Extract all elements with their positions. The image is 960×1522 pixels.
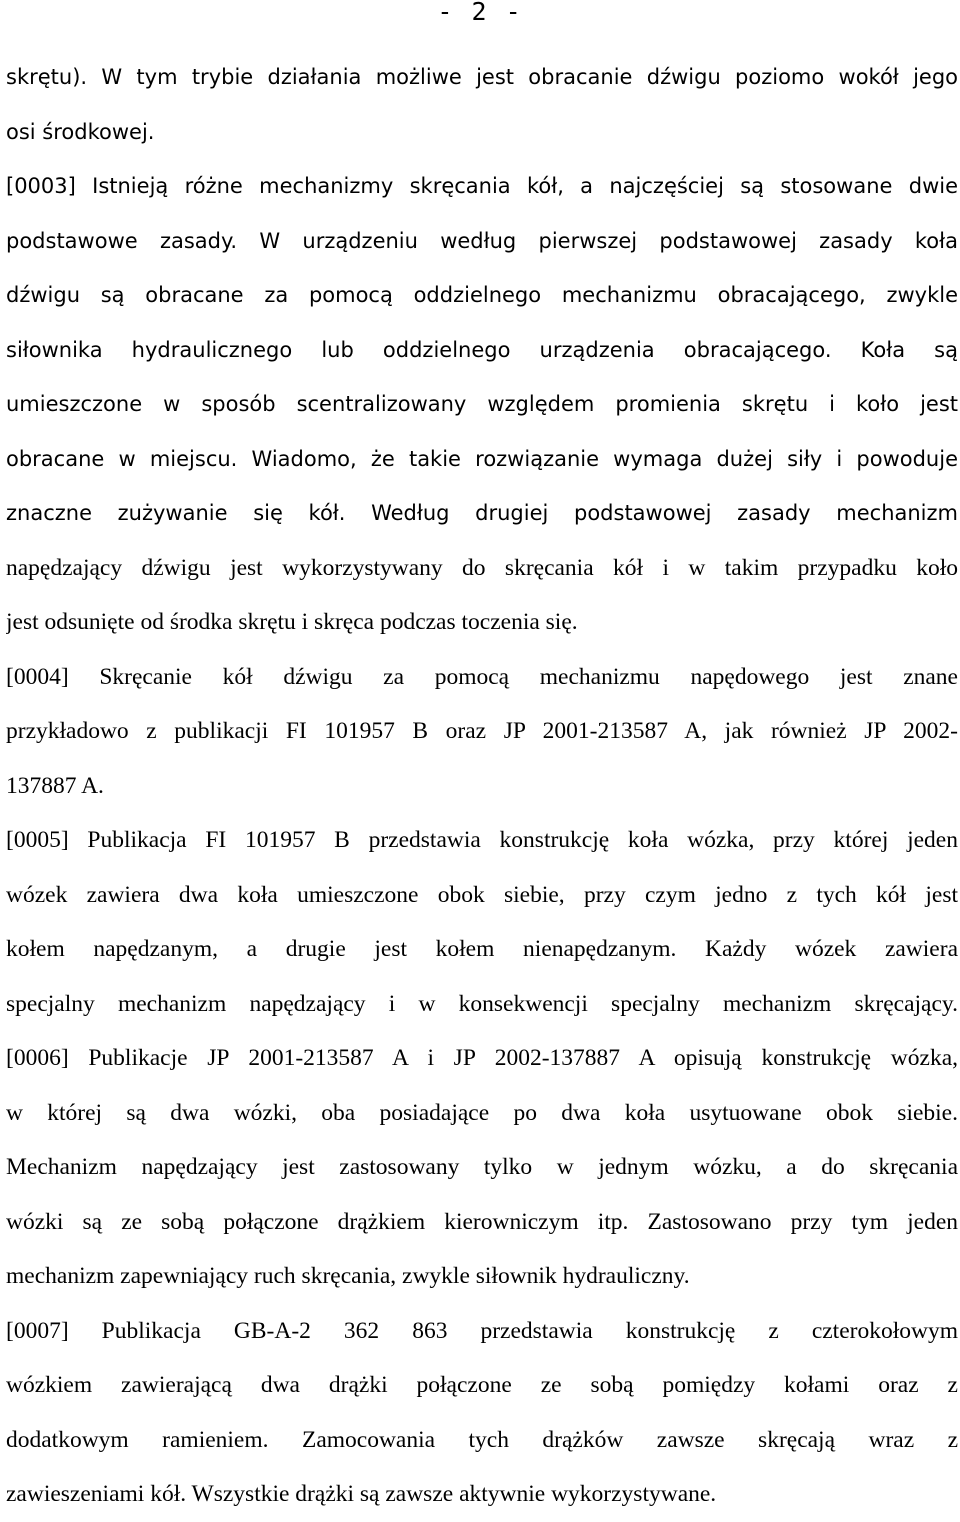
text-line: dźwigu są obracane za pomocą oddzielnego mechanizmu obracającego, zwykle bbox=[6, 283, 958, 307]
text-line: przykładowo z publikacji FI 101957 B oraz JP 2001-213587 A, jak również JP 2002- bbox=[6, 718, 958, 744]
text-line: kołem napędzanym, a drugie jest kołem nienapędzanym. Każdy wózek zawiera bbox=[6, 936, 958, 962]
text-line: [0007] Publikacja GB-A-2 362 863 przedstawia konstrukcję z czterokołowym bbox=[6, 1317, 958, 1344]
text-line: w której są dwa wózki, oba posiadające po dwa koła usytuowane obok siebie. bbox=[6, 1099, 958, 1126]
document-body bbox=[6, 50, 958, 1522]
text-line: napędzający dźwigu jest wykorzystywany do skręcania kół i w takim przypadku koło bbox=[6, 554, 958, 581]
text-line: dodatkowym ramieniem. Zamocowania tych drążków zawsze skręcają wraz z bbox=[6, 1426, 958, 1453]
text-line: znaczne zużywanie się kół. Według drugiej podstawowej zasady mechanizm bbox=[6, 501, 958, 525]
text-line: mechanizm zapewniający ruch skręcania, zwykle siłownik hydrauliczny. bbox=[6, 1263, 690, 1289]
text-line: [0005] Publikacja FI 101957 B przedstawia konstrukcję koła wózka, przy której jeden bbox=[6, 827, 958, 853]
text-line: [0003] Istnieją różne mechanizmy skręcania kół, a najczęściej są stosowane dwie bbox=[6, 174, 958, 198]
text-line: wózek zawiera dwa koła umieszczone obok siebie, przy czym jedno z tych kół jest bbox=[6, 881, 958, 908]
text-line: jest odsunięte od środka skrętu i skręca podczas toczenia się. bbox=[6, 609, 578, 635]
text-line: [0006] Publikacje JP 2001-213587 A i JP 2002-137887 A opisują konstrukcję wózka, bbox=[6, 1045, 958, 1071]
text-line: umieszczone w sposób scentralizowany względem promienia skrętu i koło jest bbox=[6, 392, 958, 416]
text-line: wózki są ze sobą połączone drążkiem kierowniczym itp. Zastosowano przy tym jeden bbox=[6, 1208, 958, 1235]
text-line: zawieszeniami kół. Wszystkie drążki są zawsze aktywnie wykorzystywane. bbox=[6, 1481, 717, 1507]
text-line: specjalny mechanizm napędzający i w konsekwencji specjalny mechanizm skręcający. bbox=[6, 990, 958, 1017]
text-line: [0004] Skręcanie kół dźwigu za pomocą mechanizmu napędowego jest znane bbox=[6, 663, 958, 690]
text-line: osi środkowej. bbox=[6, 119, 155, 144]
text-line: podstawowe zasady. W urządzeniu według pierwszej podstawowej zasady koła bbox=[6, 228, 958, 253]
text-line: Mechanizm napędzający jest zastosowany tylko w jednym wózku, a do skręcania bbox=[6, 1154, 958, 1180]
text-line: obracane w miejscu. Wiadomo, że takie rozwiązanie wymaga dużej siły i powoduje bbox=[6, 446, 958, 471]
page-number: - 2 - bbox=[437, 0, 523, 26]
text-line: skrętu). W tym trybie działania możliwe jest obracanie dźwigu poziomo wokół jego bbox=[6, 65, 958, 89]
text-line: wózkiem zawierającą dwa drążki połączone ze sobą pomiędzy kołami oraz z bbox=[6, 1372, 958, 1398]
text-line: 137887 A. bbox=[6, 772, 104, 799]
text-line: siłownika hydraulicznego lub oddzielnego urządzenia obracającego. Koła są bbox=[6, 337, 958, 362]
